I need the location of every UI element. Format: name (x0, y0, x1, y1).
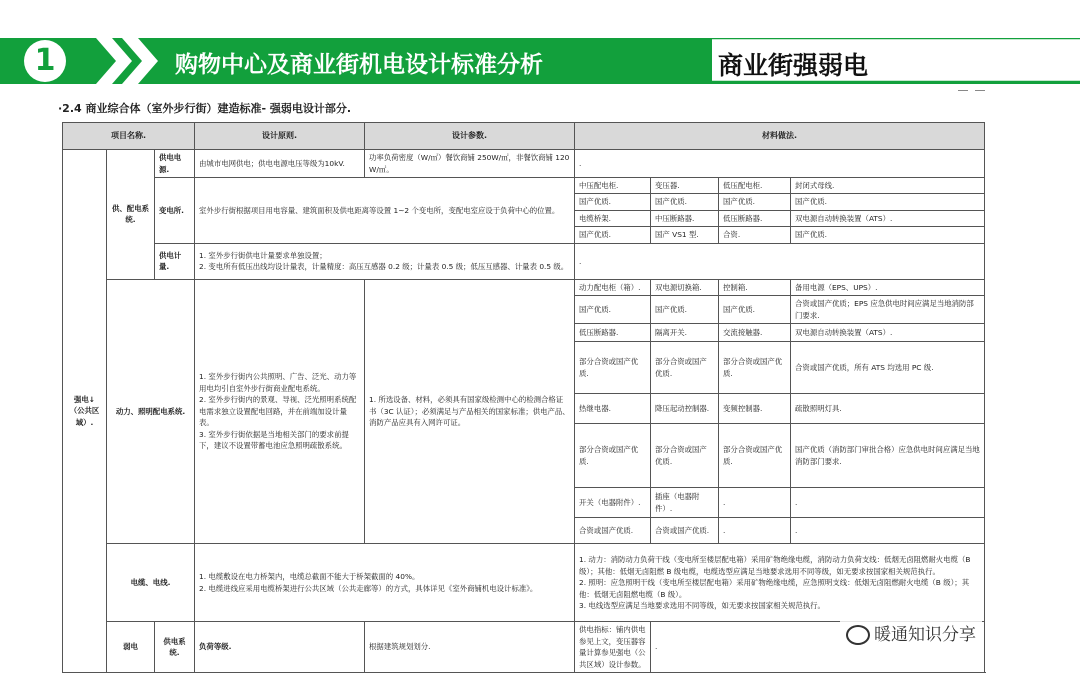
table-row (63, 243, 985, 279)
source-params: 功率负荷密度（W/㎡）餐饮商铺 250W/㎡，非餐饮商铺 120W/㎡。 (365, 150, 575, 178)
table-row (63, 544, 985, 622)
table-row (63, 178, 985, 194)
grid-cell: 低压配电柜. (719, 178, 791, 194)
grid-cell: 国产优质. (575, 227, 651, 243)
grid-cell: 国产优质. (719, 194, 791, 210)
grid-cell: 热继电器. (575, 394, 651, 424)
grid-cell: 变压器. (651, 178, 719, 194)
grid-cell: 隔离开关. (651, 324, 719, 342)
category-weak: 弱电 (107, 622, 155, 673)
banner-title: 购物中心及商业街机电设计标准分析 (175, 52, 543, 78)
ruler-mark (958, 90, 968, 97)
metering-material: . (575, 243, 985, 279)
weak-principle: 根据建筑规划划分. (365, 622, 575, 673)
header-item: 项目名称. (63, 123, 195, 150)
grid-cell: 国产 VS1 型. (651, 227, 719, 243)
grid-cell: 部分合资或国产优质. (575, 342, 651, 394)
source-principle: 由城市电网供电；供电电源电压等级为10kV. (195, 150, 365, 178)
grid-cell: . (791, 488, 985, 518)
grid-cell: 合资或国产优质，所有 ATS 均选用 PC 级. (791, 342, 985, 394)
header-principle: 设计原则. (195, 123, 365, 150)
grid-cell: 中压配电柜. (575, 178, 651, 194)
grid-cell: 部分合资或国产优质. (651, 342, 719, 394)
group-weak-supply: 供电系统. (155, 622, 195, 673)
grid-cell: 合资或国产优质. (575, 518, 651, 544)
section-heading: ·2.4 商业综合体（室外步行街）建造标准- 强弱电设计部分. (58, 102, 352, 115)
banner-subtitle: 商业街强弱电 (718, 51, 869, 80)
row-label-metering: 供电计量. (155, 243, 195, 279)
metering-principle: 1. 室外步行街供电计量要求单独设置； 2. 变电所有低压出线均设计量表，计量精度：高压互感器 0.2 级；计量表 0.5 级；低压互感器、计量表 0.5 级。 (195, 243, 575, 279)
table-row (63, 150, 985, 178)
grid-cell: 国产优质. (651, 194, 719, 210)
grid-cell: 双电源自动转换装置（ATS）. (791, 324, 985, 342)
grid-cell: 低压断路器. (719, 210, 791, 226)
grid-cell: 部分合资或国产优质. (575, 424, 651, 488)
table-header-row (63, 123, 985, 150)
grid-cell: 部分合资或国产优质. (651, 424, 719, 488)
header-material: 材料做法. (575, 123, 985, 150)
grid-cell: 双电源切换箱. (651, 279, 719, 295)
grid-cell: 封闭式母线. (791, 178, 985, 194)
grid-cell: 部分合资或国产优质. (719, 342, 791, 394)
grid-cell: 电缆桥架. (575, 210, 651, 226)
grid-cell: 低压断路器. (575, 324, 651, 342)
grid-cell: 变频控制器. (719, 394, 791, 424)
header-params: 设计参数. (365, 123, 575, 150)
grid-cell: 合资或国产优质；EPS 应急供电时间应满足当地消防部门要求. (791, 296, 985, 324)
grid-cell: 国产优质. (575, 194, 651, 210)
cable-principle: 1. 电缆敷设在电力桥架内，电缆总截面不能大于桥架截面的 40%。 2. 电缆进线应采用电缆桥架进行公共区域（公共走廊等）的方式，具体详见《室外商铺机电设计标准》。 (195, 544, 575, 622)
substation-principle: 室外步行街根据项目用电容量、建筑面积及供电距离等设置 1~2 个变电所，变配电室应设于负荷中心的位置。 (195, 178, 575, 244)
section-number-badge: 1 (24, 40, 66, 82)
grid-cell: 疏散照明灯具. (791, 394, 985, 424)
power-principle: 1. 室外步行街内公共照明、广告、泛光、动力等用电均引自室外步行街商业配电系统。 2. 室外步行街内的景观、导视、泛光照明系统配电需求独立设置配电回路，并在前端加设计量表。 3. 室外步行街依据是当地相关部门的要求前提下，建议不设置带蓄电池应急照明疏散系统。 (195, 279, 365, 543)
grid-cell: 国产优质（消防部门审批合格）应急供电时间应满足当地消防部门要求. (791, 424, 985, 488)
category-strong: 强电↓（公共区域）. (63, 150, 107, 673)
grid-cell: 开关（电器附件）. (575, 488, 651, 518)
grid-cell: . (719, 488, 791, 518)
spec-table (62, 122, 985, 673)
ruler-mark (975, 90, 985, 97)
chevron-arrows-icon (96, 38, 170, 84)
weak-params: 供电指标：铺内供电参见上文，变压器容量计算参见强电（公共区域）设计参数。 (575, 622, 651, 673)
row-label-substation: 变电所. (155, 178, 195, 244)
grid-cell: 国产优质. (651, 296, 719, 324)
grid-cell: 交流接触器. (719, 324, 791, 342)
table-row (63, 279, 985, 295)
grid-cell: 控制箱. (719, 279, 791, 295)
power-params: 1. 所选设备、材料，必须具有国家级检测中心的检测合格证书（3C 认证）；必须满足与产品相关的国家标准；供电产品、消防产品应具有入网许可证。 (365, 279, 575, 543)
grid-cell: 备用电源（EPS、UPS）. (791, 279, 985, 295)
row-label-load: 负荷等级. (195, 622, 365, 673)
watermark (840, 618, 982, 647)
grid-cell: 合资. (719, 227, 791, 243)
grid-cell: . (719, 518, 791, 544)
grid-cell: 合资或国产优质. (651, 518, 719, 544)
weak-material: . (651, 622, 985, 673)
source-material: . (575, 150, 985, 178)
group-supply: 供、配电系统. (107, 150, 155, 280)
grid-cell: 插座（电器附件）. (651, 488, 719, 518)
group-cable: 电缆、电线. (107, 544, 195, 622)
grid-cell: 双电源自动转换装置（ATS）. (791, 210, 985, 226)
grid-cell: 降压起动控制器. (651, 394, 719, 424)
grid-cell: 部分合资或国产优质. (719, 424, 791, 488)
watermark-text: 暖通知识分享 (874, 625, 976, 645)
grid-cell: 国产优质. (575, 296, 651, 324)
grid-cell: 国产优质. (791, 194, 985, 210)
cable-material: 1. 动力：消防动力负荷干线（变电所至楼层配电箱）采用矿物绝缘电缆，消防动力负荷支线：低烟无卤阻燃耐火电缆（B 级）；其他：低烟无卤阻燃 B 级电缆，电缆选型应满足当地要求选用不同等级，如无要求按国家相关规范执行。 2. 照明：应急照明干线（变电所至楼层配电箱）采用矿物绝缘电缆，应急照明支线：低烟无卤阻燃耐火电缆（B 级）；其他：低烟无卤阻燃电缆（B 级）。 3. 电线选型应满足当地要求选用不同等级，如无要求按国家相关规范执行。 (575, 544, 985, 622)
grid-cell: 中压断路器. (651, 210, 719, 226)
grid-cell: 国产优质. (791, 227, 985, 243)
group-power: 动力、照明配电系统. (107, 279, 195, 543)
grid-cell: 动力配电柜（箱）. (575, 279, 651, 295)
wechat-icon (846, 625, 870, 645)
row-label-source: 供电电源. (155, 150, 195, 178)
grid-cell: 国产优质. (719, 296, 791, 324)
grid-cell: . (791, 518, 985, 544)
